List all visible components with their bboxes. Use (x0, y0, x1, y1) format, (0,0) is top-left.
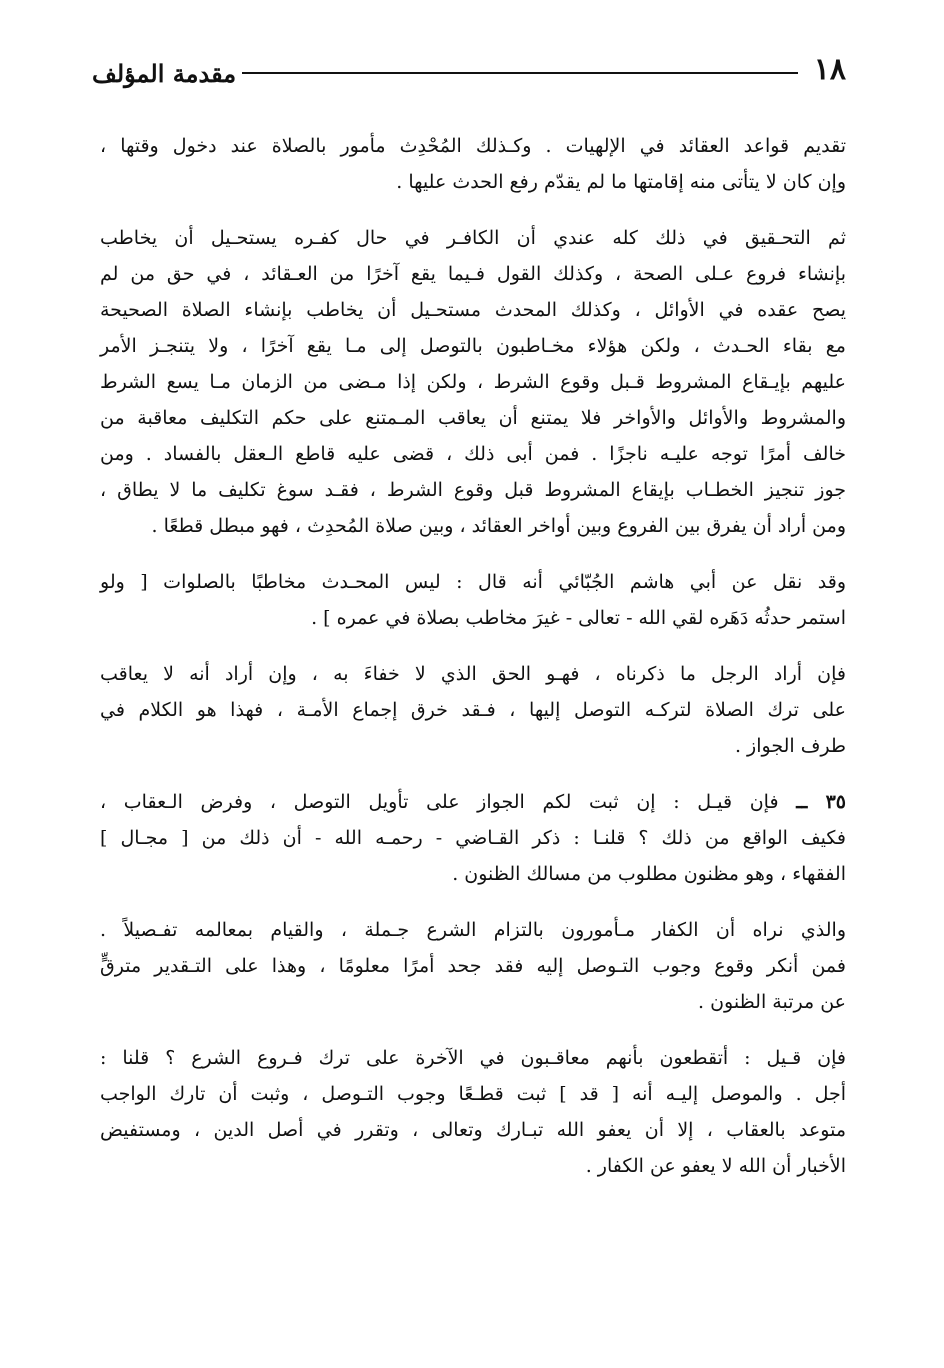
text-line: الفقهاء ، وهو مظنون مطلوب من مسالك الظنون . (452, 863, 846, 885)
paragraph (100, 220, 846, 544)
text-line: مع بقاء الحـدث ، ولكن هؤلاء مخـاطبون بالتوصل إلى مـا يقع آخرًا ، ولا يتنجـز الأمر (100, 335, 846, 357)
text-line: فكيف الواقع من ذلك ؟ قلنـا : ذكر القـاضي - رحمـه الله - أن ذلك من [ مجـال ] (100, 827, 846, 849)
page-header (92, 50, 846, 100)
page-number: ١٨ (813, 52, 846, 87)
text-line: وقد نقل عن أبي هاشم الجُبّائي أنه قال : ليس المحـدث مخاطبًا بالصلوات [ ولو (100, 571, 846, 593)
paragraph (100, 1040, 846, 1184)
text-line: استمر حدثُه دَهَره لقي الله - تعالى - غيرَ مخاطب بصلاة في عمره ] . (311, 607, 846, 629)
text-line: ثم التحـقيق في ذلك كله عندي أن الكافـر في حال كفـره يستحـيل أن يخاطب (100, 227, 846, 249)
text-line: على ترك الصلاة لتركـه التوصل إليها ، فـقد خرق إجماع الأمـة ، فهذا هو الكلام في (100, 699, 846, 721)
header-rule (242, 72, 798, 74)
text-line: والذي نراه أن الكفار مـأمورون بالتزام الشرع جـملة ، والقيام بمعالمه تفـصيلاً . (100, 919, 846, 941)
text-line: جوز تنجيز الخطـاب بإيقاع المشروط قبل وقوع الشرط ، فقـد سوغ تكليف ما لا يطاق ، (100, 479, 846, 501)
text-line: والمشروط والأوائل والأواخر فلا يمتنع أن يعاقب المـمتنع على حكم التكليف معاقبة من (100, 407, 846, 429)
text-line: فإن قـيل : أتقطعون بأنهم معاقـبون في الآخرة على ترك فـروع الشرع ؟ قلنا : (100, 1047, 846, 1069)
text-line: فمن أنكر وقوع وجوب التـوصل إليه فقد جحد أمرًا معلومًا ، وهذا على التـقدير مترقٍّ (100, 955, 846, 977)
paragraph (100, 656, 846, 764)
text-line-content: فإن قيـل : إن ثبت لكم الجواز على تأويل التوصل ، وفرض الـعقاب ، (100, 791, 779, 813)
paragraph (100, 784, 846, 892)
text-line: يصح عقده في الأوائل ، وكذلك المحدث مستحـيل أن يخاطب بإنشاء الصلاة الصحيحة (100, 299, 846, 321)
text-line: وإن كان لا يتأتى منه إقامتها ما لم يقدّم رفع الحدث عليها . (396, 171, 846, 193)
paragraph (100, 912, 846, 1020)
paragraph (100, 128, 846, 200)
running-title: مقدمة المؤلف (92, 59, 237, 88)
text-line: بإنشاء فروع عـلى الصحة ، وكذلك القول فـيما يقع آخرًا من العـقائد ، في حق من لم (100, 263, 846, 285)
text-line: طرف الجواز . (734, 735, 846, 757)
text-line: فإن أراد الرجل ما ذكرناه ، فهـو الحق الذي لا خفاءَ به ، وإن أراد أنه لا يعاقب (100, 663, 846, 685)
text-line: ومن أراد أن يفرق بين الفروع وبين أواخر العقائد ، وبين صلاة المُحدِث ، فهو مبطل قطعًا . (151, 515, 846, 537)
text-line: الأخبار أن الله لا يعفو عن الكفار . (585, 1155, 846, 1177)
text-line: خالف أمرًا توجه عليـه ناجزًا . فمن أبى ذلك ، قضى عليه قاطع الـعقل بالفساد . ومن (100, 443, 846, 465)
text-line: تقديم قواعد العقائد في الإلهيات . وكـذلك المُحْدِث مأمور بالصلاة عند دخول وقتها ، (100, 135, 846, 157)
text-line: أجل . والموصل إليـه أنه [ قد ] ثبت قطـعًا وجوب التـوصل ، وثبت أن تارك الواجب (100, 1083, 846, 1105)
section-number: ٣٥ ــ (796, 791, 847, 813)
text-line: عن مرتبة الظنون . (698, 991, 846, 1013)
text-line (100, 784, 846, 820)
text-line: عليهم بإيـقاع المشروط قـبل وقوع الشرط ، ولكن إذا مـضى من الزمان مـا يسع الشرط (100, 371, 846, 393)
body-text (100, 128, 846, 1204)
paragraph (100, 564, 846, 636)
text-line: متوعد بالعقاب ، إلا أن يعفو الله تبـارك وتعالى ، وتقرر في أصل الدين ، ومستفيض (100, 1119, 846, 1141)
